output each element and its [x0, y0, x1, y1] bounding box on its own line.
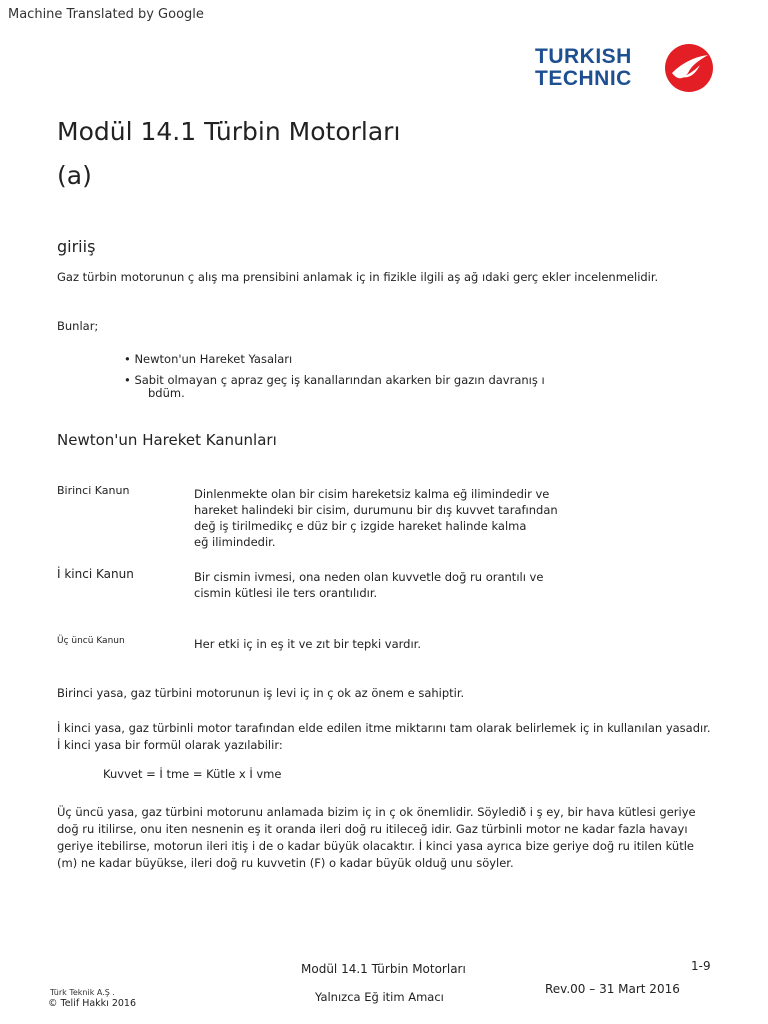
intro-heading: giriiş — [57, 237, 96, 256]
footer-page-number: 1-9 — [691, 959, 711, 973]
footer-revision: Rev.00 – 31 Mart 2016 — [545, 982, 680, 996]
list-lead: Bunlar; — [57, 319, 99, 333]
page-title: Modül 14.1 Türbin Motorları — [57, 117, 401, 146]
law-line: cismin kütlesi ile ters orantılıdır. — [194, 586, 378, 600]
logo-line-1: TURKISH — [535, 45, 632, 68]
law-line: Dinlenmekte olan bir cisim hareketsiz kalma eğ ilimindedir ve — [194, 487, 550, 501]
paragraph-line: Üç üncü yasa, gaz türbini motorunu anlamada bizim iç in ç ok önemlidir. Söyledið i ş ey, bir hava kütlesi geriye — [57, 805, 696, 819]
formula: Kuvvet = İ tme = Kütle x İ vme — [103, 767, 282, 781]
bullet-item: • Sabit olmayan ç apraz geç iş kanallarından akarken bir gazın davranış ı — [124, 373, 545, 387]
body-paragraph: İ kinci yasa bir formül olarak yazılabilir: — [57, 738, 283, 752]
law-description — [194, 569, 614, 601]
paragraph-line: geriye itebilirse, motorun ileri itiş i de o kadar büyük olacaktır. İ kinci yasa ayrıca bize geriye doğ ru itilen kütle — [57, 839, 694, 853]
body-paragraph — [57, 804, 696, 872]
law-name: Birinci Kanun — [57, 484, 130, 497]
body-paragraph: İ kinci yasa, gaz türbinli motor tarafından elde edilen itme miktarını tam olarak belirlemek iç in kullanılan yasadır. — [57, 721, 711, 735]
law-description — [194, 486, 614, 550]
footer-module: Modül 14.1 Türbin Motorları — [301, 962, 466, 976]
intro-paragraph: Gaz türbin motorunun ç alış ma prensibini anlamak iç in fizikle ilgili aş ağ ıdaki gerç ekler incelenmelidir. — [57, 270, 659, 284]
logo-wordmark — [535, 46, 632, 90]
bullet-item: • Newton'un Hareket Yasaları — [124, 352, 293, 366]
turkish-technic-logo — [535, 43, 715, 95]
footer-company: Türk Teknik A.Ş . — [50, 988, 115, 997]
law-description — [194, 636, 614, 652]
paragraph-line: (m) ne kadar büyükse, ileri doğ ru kuvvetin (F) o kadar büyük olduğ unu söyler. — [57, 856, 514, 870]
bird-emblem-icon — [664, 43, 714, 93]
law-name: İ kinci Kanun — [57, 567, 134, 581]
law-line: eğ ilimindedir. — [194, 535, 276, 549]
footer-purpose: Yalnızca Eğ itim Amacı — [315, 990, 444, 1004]
law-line: değ iş tirilmedikç e düz bir ç izgide hareket halinde kalma — [194, 519, 527, 533]
footer-copyright: © Telif Hakkı 2016 — [48, 998, 137, 1009]
law-line: hareket halindeki bir cisim, durumunu bir dış kuvvet tarafından — [194, 503, 558, 517]
law-name: Üç üncü Kanun — [57, 636, 125, 646]
paragraph-line: doğ ru itilirse, onu iten nesnenin eş it oranda ileri doğ ru itileceğ idir. Gaz türbinli motor ne kadar fazla havayı — [57, 822, 688, 836]
machine-translated-banner: Machine Translated by Google — [8, 7, 204, 22]
law-line: Her etki iç in eş it ve zıt bir tepki vardır. — [194, 637, 422, 651]
page-title-sub: (a) — [57, 161, 92, 190]
logo-line-2: TECHNIC — [535, 67, 632, 90]
body-paragraph: Birinci yasa, gaz türbini motorunun iş levi iç in ç ok az önem e sahiptir. — [57, 686, 465, 700]
bullet-continuation: bdüm. — [148, 386, 185, 400]
newton-laws-heading: Newton'un Hareket Kanunları — [57, 431, 277, 449]
law-line: Bir cismin ivmesi, ona neden olan kuvvetle doğ ru orantılı ve — [194, 570, 544, 584]
